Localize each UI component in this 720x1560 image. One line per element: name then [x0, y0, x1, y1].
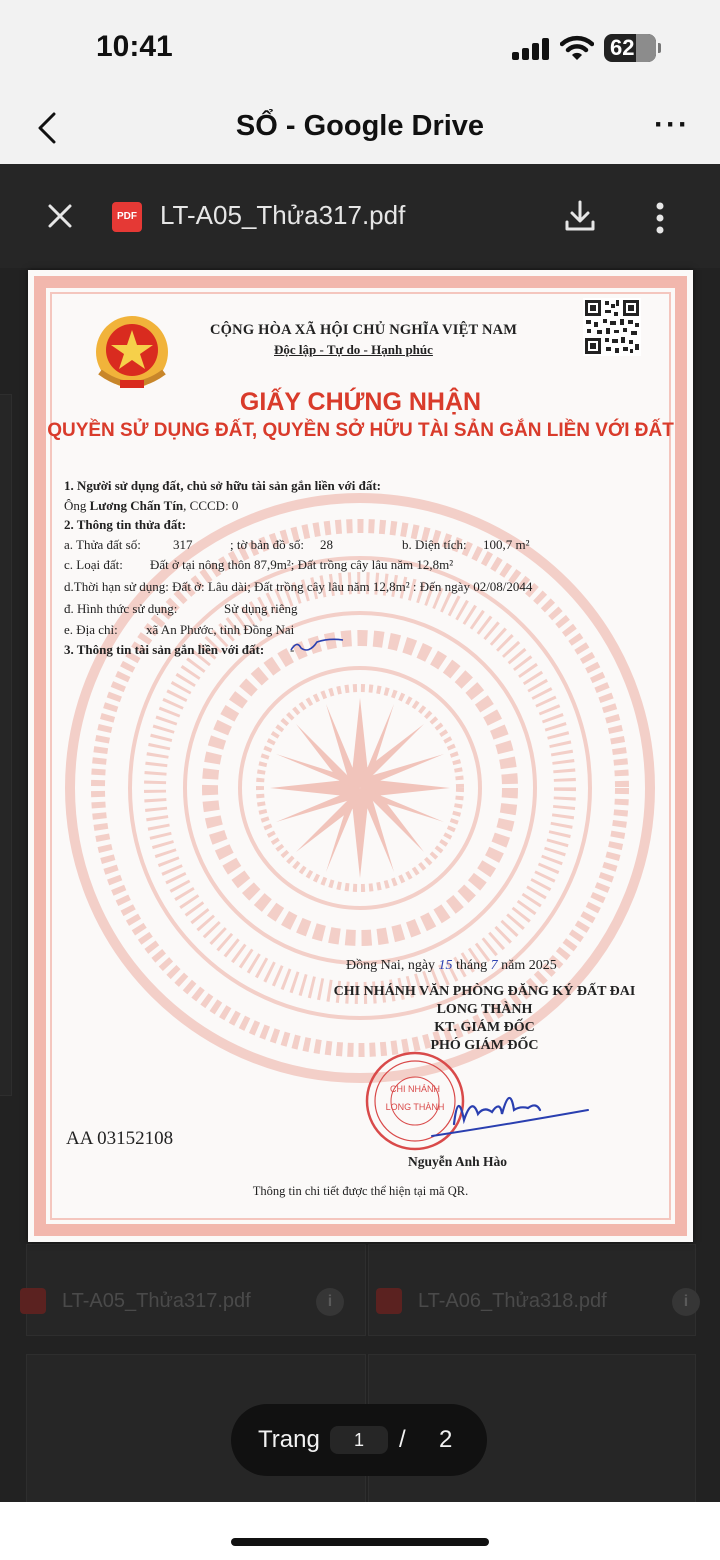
date-month: 7	[490, 958, 498, 973]
handwritten-mark	[283, 634, 353, 656]
file-name: LT-A05_Thửa317.pdf	[160, 200, 406, 230]
plot-label: a. Thửa đất số:	[64, 537, 141, 552]
owner-id: , CCCD: 0	[183, 498, 239, 513]
more-vertical-icon[interactable]	[648, 200, 672, 236]
stamp-text-1: CHI NHÁNH	[389, 1084, 440, 1094]
section3-heading: 3. Thông tin tài sản gắn liền với đất:	[64, 642, 265, 657]
total-pages: 2	[439, 1426, 453, 1453]
plot-value: 317	[173, 537, 193, 552]
date-day: 15	[438, 958, 453, 973]
cellular-signal-icon	[512, 38, 552, 60]
owner-name: Lương Chấn Tín	[89, 498, 184, 513]
signer-name: Nguyễn Anh Hào	[408, 1154, 508, 1169]
map-value: 28	[320, 537, 333, 552]
close-icon[interactable]	[44, 200, 76, 232]
map-label: ; tờ bản đồ số:	[230, 537, 305, 552]
info-icon: i	[316, 1288, 344, 1316]
republic-heading: CỘNG HÒA XÃ HỘI CHỦ NGHĨA VIỆT NAM	[210, 322, 518, 338]
battery-empty-portion	[636, 34, 656, 62]
serial-number: AA 03152108	[66, 1128, 174, 1149]
qr-footer-note: Thông tin chi tiết được thể hiện tại mã QR.	[252, 1184, 469, 1198]
page-separator: /	[399, 1426, 406, 1453]
date-month-label: tháng	[456, 958, 488, 973]
office-line-3: KT. GIÁM ĐỐC	[434, 1020, 535, 1035]
current-page-field[interactable]: 1	[330, 1426, 388, 1454]
office-line-2: LONG THÀNH	[436, 1002, 533, 1017]
wifi-icon	[560, 34, 594, 62]
pdf-file-icon	[20, 1288, 46, 1314]
background-file-name: LT-A06_Thửa318.pdf	[418, 1290, 607, 1312]
address-label: e. Địa chỉ:	[64, 622, 118, 637]
home-indicator[interactable]	[231, 1538, 489, 1546]
land-type-value: Đất ở tại nông thôn 87,9m²; Đất trồng cây lâu năm 12,8m²	[150, 557, 454, 572]
office-line-1: CHI NHÁNH VĂN PHÒNG ĐĂNG KÝ ĐẤT ĐAI	[333, 984, 636, 999]
signing-date	[346, 958, 557, 974]
background-file-item	[376, 1274, 716, 1334]
address-value: xã An Phước, tỉnh Đồng Nai	[146, 622, 295, 637]
pdf-viewer	[0, 164, 720, 1502]
download-icon[interactable]	[562, 198, 598, 234]
land-type-label: c. Loại đất:	[64, 557, 123, 572]
page-title: SỔ - Google Drive	[235, 110, 485, 142]
background-file-item	[20, 1274, 360, 1334]
section2-heading: 2. Thông tin thửa đất:	[64, 517, 187, 532]
background-file-card	[0, 394, 12, 1096]
owner-prefix: Ông	[64, 498, 87, 513]
status-time: 10:41	[96, 30, 173, 63]
page-indicator[interactable]	[231, 1404, 487, 1476]
info-icon: i	[672, 1288, 700, 1316]
battery-level: 62	[610, 35, 635, 60]
signature	[428, 1080, 628, 1150]
issuing-office	[28, 984, 693, 1054]
office-line-4: PHÓ GIÁM ĐỐC	[430, 1038, 539, 1053]
certificate-subtitle: QUYỀN SỬ DỤNG ĐẤT, QUYỀN SỞ HỮU TÀI SẢN GẮN LIỀN VỚI ĐẤT	[47, 420, 674, 441]
date-prefix: Đồng Nai, ngày	[346, 958, 436, 973]
usage-form-value: Sử dụng riêng	[224, 601, 298, 616]
document-page[interactable]	[28, 270, 693, 1242]
pdf-file-icon: PDF	[112, 202, 142, 232]
battery-icon	[604, 34, 656, 62]
certificate-title: GIẤY CHỨNG NHẬN	[239, 388, 482, 416]
national-emblem-icon	[90, 312, 174, 396]
viewer-toolbar	[0, 164, 720, 268]
status-bar	[0, 0, 720, 92]
background-file-name: LT-A05_Thửa317.pdf	[62, 1290, 251, 1312]
date-year: năm 2025	[501, 958, 557, 973]
stamp-text-2: LONG THÀNH	[385, 1102, 445, 1112]
navigation-bar	[0, 92, 720, 164]
area-label: b. Diện tích:	[402, 537, 467, 552]
bottom-area	[0, 1502, 720, 1560]
page-label: Trang	[258, 1426, 320, 1453]
pdf-file-icon	[376, 1288, 402, 1314]
motto: Độc lập - Tự do - Hạnh phúc	[274, 342, 433, 357]
term-line: d.Thời hạn sử dụng: Đất ở: Lâu dài; Đất trồng cây lâu năm 12,8m² : Đến ngày 02/08/2044	[64, 579, 533, 594]
area-value: 100,7 m²	[483, 537, 530, 552]
more-options-icon[interactable]: ···	[654, 108, 690, 141]
qr-code-icon[interactable]	[583, 298, 641, 356]
usage-form-label: đ. Hình thức sử dụng:	[64, 601, 178, 616]
section1-heading: 1. Người sử dụng đất, chủ sở hữu tài sản gắn liền với đất:	[64, 478, 381, 493]
owner-line	[64, 498, 238, 514]
section3-value: -	[290, 642, 295, 657]
